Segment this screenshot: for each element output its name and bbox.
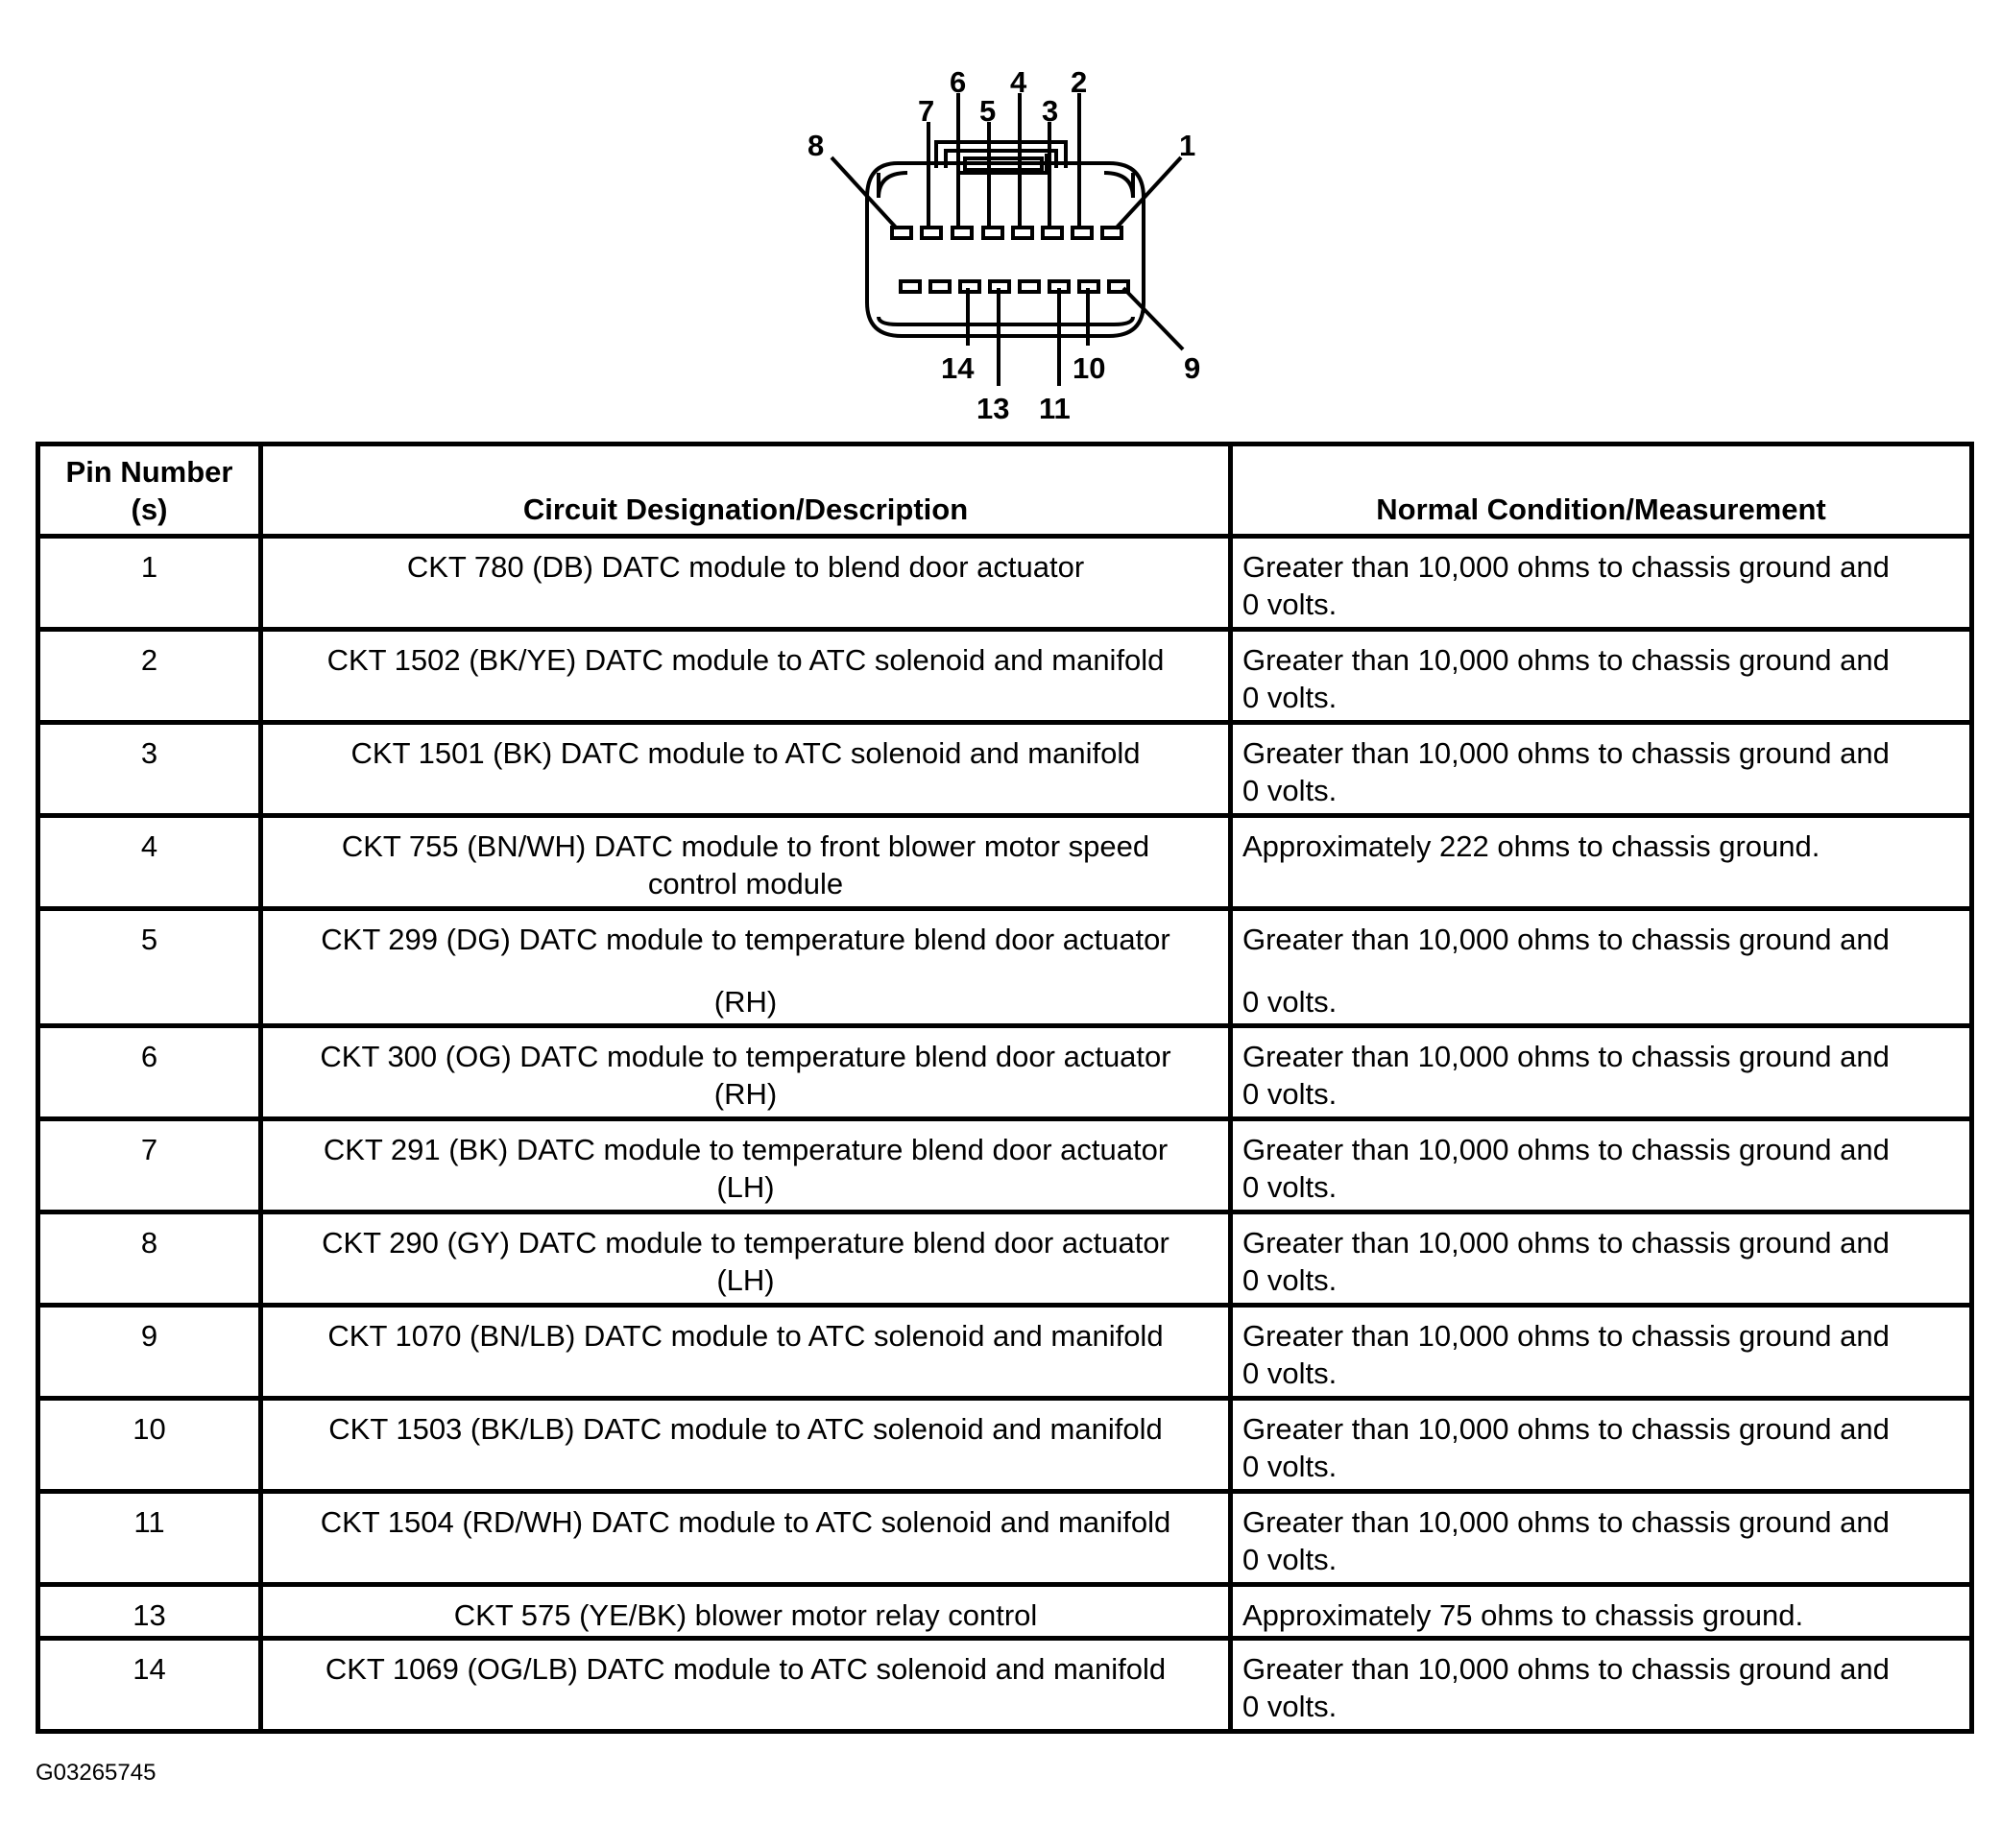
measurement-text-line: Greater than 10,000 ohms to chassis ground and <box>1242 1040 1890 1073</box>
figure-id: G03265745 <box>36 1760 157 1786</box>
circuit-text-line: CKT 299 (DG) DATC module to temperature blend door actuator <box>321 923 1170 956</box>
circuit-description-cell <box>261 537 1231 630</box>
circuit-text-line: CKT 1502 (BK/YE) DATC module to ATC solenoid and manifold <box>326 643 1165 677</box>
circuit-text-line: CKT 300 (OG) DATC module to temperature blend door actuator <box>320 1040 1171 1073</box>
circuit-description-cell <box>261 909 1231 1026</box>
header-circuit: Circuit Designation/Description <box>261 444 1231 537</box>
pin-number-cell: 1 <box>38 537 261 630</box>
circuit-description-cell <box>261 816 1231 909</box>
measurement-cell <box>1231 630 1972 723</box>
circuit-description-cell <box>261 723 1231 816</box>
header-pin-line-2: (s) <box>131 492 168 526</box>
header-measurement: Normal Condition/Measurement <box>1231 444 1972 537</box>
measurement-cell <box>1231 1119 1972 1212</box>
measurement-cell <box>1231 537 1972 630</box>
measurement-cell <box>1231 909 1972 1026</box>
label-pin-9: 9 <box>1184 351 1201 385</box>
pin-number-cell: 5 <box>38 909 261 1026</box>
pin-number-cell: 11 <box>38 1492 261 1585</box>
circuit-text-line: (RH) <box>713 1077 778 1111</box>
circuit-description-cell <box>261 1585 1231 1639</box>
circuit-text-line: (LH) <box>716 1263 775 1297</box>
measurement-cell <box>1231 1492 1972 1585</box>
table-row <box>38 1492 1972 1585</box>
label-pin-6: 6 <box>950 65 967 99</box>
circuit-description-cell <box>261 1492 1231 1585</box>
circuit-description-cell <box>261 1639 1231 1732</box>
circuit-text-line: (RH) <box>713 985 778 1019</box>
circuit-text-line: CKT 755 (BN/WH) DATC module to front blower motor speed <box>341 829 1150 863</box>
pin-5 <box>983 228 1002 238</box>
measurement-text-line: Greater than 10,000 ohms to chassis ground and <box>1242 1652 1890 1686</box>
label-pin-11: 11 <box>1039 392 1071 425</box>
circuit-description-cell <box>261 1119 1231 1212</box>
table-row <box>38 909 1972 1026</box>
measurement-text-line: Greater than 10,000 ohms to chassis ground and <box>1242 550 1890 584</box>
pin-slot-a <box>901 281 920 292</box>
pin-slot-c <box>1020 281 1039 292</box>
circuit-text-line: CKT 1070 (BN/LB) DATC module to ATC solenoid and manifold <box>327 1319 1164 1353</box>
table-row <box>38 1585 1972 1639</box>
measurement-text-line: Greater than 10,000 ohms to chassis ground and <box>1242 1412 1890 1446</box>
circuit-text-line: CKT 1503 (BK/LB) DATC module to ATC solenoid and manifold <box>328 1412 1163 1446</box>
measurement-cell <box>1231 1026 1972 1119</box>
circuit-description-cell <box>261 1306 1231 1399</box>
label-pin-8: 8 <box>808 129 825 162</box>
measurement-cell <box>1231 1212 1972 1306</box>
label-pin-7: 7 <box>918 94 935 128</box>
pin-3 <box>1043 228 1062 238</box>
table-row <box>38 723 1972 816</box>
connector-diagram <box>0 0 2001 442</box>
measurement-text-line: Greater than 10,000 ohms to chassis ground and <box>1242 736 1890 770</box>
measurement-text-line: Approximately 75 ohms to chassis ground. <box>1242 1598 1804 1632</box>
table-row <box>38 630 1972 723</box>
header-pin-line-1: Pin Number <box>65 455 233 489</box>
table-row <box>38 1306 1972 1399</box>
label-pin-14: 14 <box>941 351 975 385</box>
measurement-text-line: Approximately 222 ohms to chassis ground. <box>1242 829 1820 863</box>
circuit-text-line: CKT 575 (YE/BK) blower motor relay control <box>453 1598 1038 1632</box>
measurement-text-line: 0 volts. <box>1242 1450 1338 1483</box>
table-header-row <box>38 444 1972 537</box>
table-row <box>38 1639 1972 1732</box>
circuit-description-cell <box>261 1399 1231 1492</box>
circuit-text-line: control module <box>647 867 844 900</box>
pin-number-cell: 6 <box>38 1026 261 1119</box>
pin-number-cell: 9 <box>38 1306 261 1399</box>
pin-number-cell: 2 <box>38 630 261 723</box>
measurement-cell <box>1231 816 1972 909</box>
label-pin-10: 10 <box>1073 351 1106 385</box>
pin-number-cell: 13 <box>38 1585 261 1639</box>
pin-number-cell: 3 <box>38 723 261 816</box>
pin-slot-b <box>930 281 950 292</box>
circuit-text-line: CKT 1069 (OG/LB) DATC module to ATC solenoid and manifold <box>325 1652 1167 1686</box>
bottom-pin-row <box>901 281 1128 292</box>
table-row <box>38 816 1972 909</box>
pin-number-cell: 14 <box>38 1639 261 1732</box>
pin-7 <box>922 228 941 238</box>
measurement-text-line: 0 volts. <box>1242 588 1338 621</box>
top-pin-row <box>892 228 1121 238</box>
table-row <box>38 1026 1972 1119</box>
circuit-text-line: CKT 780 (DB) DATC module to blend door actuator <box>406 550 1085 584</box>
pin-6 <box>952 228 972 238</box>
measurement-cell <box>1231 1639 1972 1732</box>
measurement-text-line: 0 volts. <box>1242 1170 1338 1204</box>
circuit-text-line: CKT 1504 (RD/WH) DATC module to ATC solenoid and manifold <box>320 1505 1171 1539</box>
circuit-text-line: (LH) <box>716 1170 775 1204</box>
label-pin-1: 1 <box>1179 129 1196 162</box>
circuit-description-cell <box>261 630 1231 723</box>
circuit-text-line: CKT 291 (BK) DATC module to temperature blend door actuator <box>323 1133 1169 1166</box>
circuit-description-cell <box>261 1026 1231 1119</box>
pin-2 <box>1073 228 1092 238</box>
pin-test-table <box>36 442 1974 1734</box>
measurement-text-line: 0 volts. <box>1242 774 1338 807</box>
measurement-text-line: Greater than 10,000 ohms to chassis ground and <box>1242 643 1890 677</box>
measurement-text-line: 0 volts. <box>1242 1077 1338 1111</box>
measurement-text-line: Greater than 10,000 ohms to chassis ground and <box>1242 1133 1890 1166</box>
table-row <box>38 537 1972 630</box>
label-pin-3: 3 <box>1042 94 1059 128</box>
label-pin-13: 13 <box>976 392 1010 425</box>
measurement-cell <box>1231 1399 1972 1492</box>
label-pin-2: 2 <box>1071 65 1088 99</box>
measurement-text-line: 0 volts. <box>1242 1356 1338 1390</box>
measurement-text-line: Greater than 10,000 ohms to chassis ground and <box>1242 1505 1890 1539</box>
circuit-text-line: CKT 1501 (BK) DATC module to ATC solenoid and manifold <box>350 736 1141 770</box>
measurement-text-line: 0 volts. <box>1242 681 1338 714</box>
measurement-cell <box>1231 1585 1972 1639</box>
measurement-text-line: Greater than 10,000 ohms to chassis ground and <box>1242 1226 1890 1260</box>
label-pin-5: 5 <box>979 94 997 128</box>
label-pin-4: 4 <box>1010 65 1027 99</box>
measurement-text-line: 0 volts. <box>1242 1543 1338 1576</box>
table-row <box>38 1119 1972 1212</box>
circuit-description-cell <box>261 1212 1231 1306</box>
measurement-text-line: 0 volts. <box>1242 1263 1338 1297</box>
pin-number-cell: 7 <box>38 1119 261 1212</box>
pin-number-cell: 10 <box>38 1399 261 1492</box>
circuit-text-line: CKT 290 (GY) DATC module to temperature blend door actuator <box>322 1226 1169 1260</box>
pin-4 <box>1013 228 1032 238</box>
measurement-text-line: Greater than 10,000 ohms to chassis ground and <box>1242 1319 1890 1353</box>
pin-1 <box>1102 228 1121 238</box>
measurement-cell <box>1231 723 1972 816</box>
pin-number-cell: 8 <box>38 1212 261 1306</box>
measurement-text-line: 0 volts. <box>1242 985 1338 1019</box>
measurement-text-line: 0 volts. <box>1242 1690 1338 1723</box>
measurement-cell <box>1231 1306 1972 1399</box>
pin-number-cell: 4 <box>38 816 261 909</box>
leader-lines <box>832 93 1183 386</box>
header-pin-number <box>38 444 261 537</box>
table-row <box>38 1399 1972 1492</box>
measurement-text-line: Greater than 10,000 ohms to chassis ground and <box>1242 923 1890 956</box>
table-row <box>38 1212 1972 1306</box>
